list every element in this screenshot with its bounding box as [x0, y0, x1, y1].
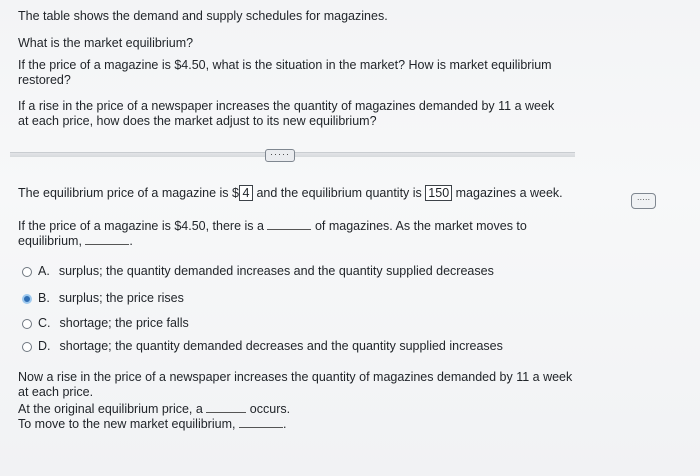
option-a-letter: A. — [38, 264, 50, 278]
original-blank[interactable] — [206, 412, 246, 413]
option-d[interactable] — [22, 339, 503, 354]
adjustment-blank[interactable] — [85, 244, 129, 245]
price-end: . — [129, 234, 133, 248]
question-1: What is the market equilibrium? — [18, 36, 194, 50]
question-intro: The table shows the demand and supply schedules for magazines. — [18, 9, 388, 23]
option-c[interactable] — [22, 316, 189, 331]
price-prefix: If the price of a magazine is $4.50, there is a — [18, 219, 264, 233]
eq-middle: and the equilibrium quantity is — [256, 186, 422, 200]
newspaper-statement: Now a rise in the price of a newspaper increases the quantity of magazines demanded by 11 a week at each price. — [18, 370, 573, 399]
price-line2: equilibrium, — [18, 234, 82, 248]
eq-prefix: The equilibrium price of a magazine is $ — [18, 186, 239, 200]
option-a[interactable] — [22, 264, 494, 279]
equilibrium-answer — [18, 185, 563, 201]
option-c-letter: C. — [38, 316, 51, 330]
move-prefix: To move to the new market equilibrium, — [18, 417, 236, 431]
radio-b-selected[interactable] — [22, 294, 32, 304]
option-a-text: surplus; the quantity demanded increases and the quantity supplied decreases — [58, 264, 494, 278]
equilibrium-price-input[interactable]: 4 — [239, 185, 253, 201]
question-2: If the price of a magazine is $4.50, what is the situation in the market? How is market equilibrium restored? — [18, 58, 552, 87]
radio-a[interactable] — [22, 267, 32, 277]
price-situation-answer — [18, 219, 538, 249]
eq-suffix: magazines a week. — [455, 186, 563, 200]
orig-prefix: At the original equilibrium price, a — [18, 402, 203, 416]
original-price-answer — [18, 402, 290, 417]
option-d-text: shortage; the quantity demanded decreases and the quantity supplied increases — [59, 339, 503, 353]
option-b[interactable] — [22, 291, 184, 306]
option-b-text: surplus; the price rises — [58, 291, 184, 305]
radio-d[interactable] — [22, 342, 32, 352]
move-blank[interactable] — [239, 427, 283, 428]
option-d-letter: D. — [38, 339, 51, 353]
side-menu-button[interactable]: ····· — [631, 193, 656, 209]
situation-blank[interactable] — [267, 229, 311, 230]
radio-c[interactable] — [22, 319, 32, 329]
new-equilibrium-answer — [18, 417, 286, 432]
question-3: If a rise in the price of a newspaper increases the quantity of magazines demanded by 11 a week at each price, how does the market adjust to its new equilibrium? — [18, 99, 555, 128]
expand-more-button[interactable]: ····· — [265, 149, 295, 162]
option-c-text: shortage; the price falls — [59, 316, 189, 330]
equilibrium-quantity-input[interactable]: 150 — [425, 185, 452, 201]
price-middle: of magazines. As the market moves to — [314, 219, 527, 233]
option-b-letter: B. — [38, 291, 50, 305]
orig-suffix: occurs. — [249, 402, 291, 416]
move-end: . — [282, 417, 287, 431]
